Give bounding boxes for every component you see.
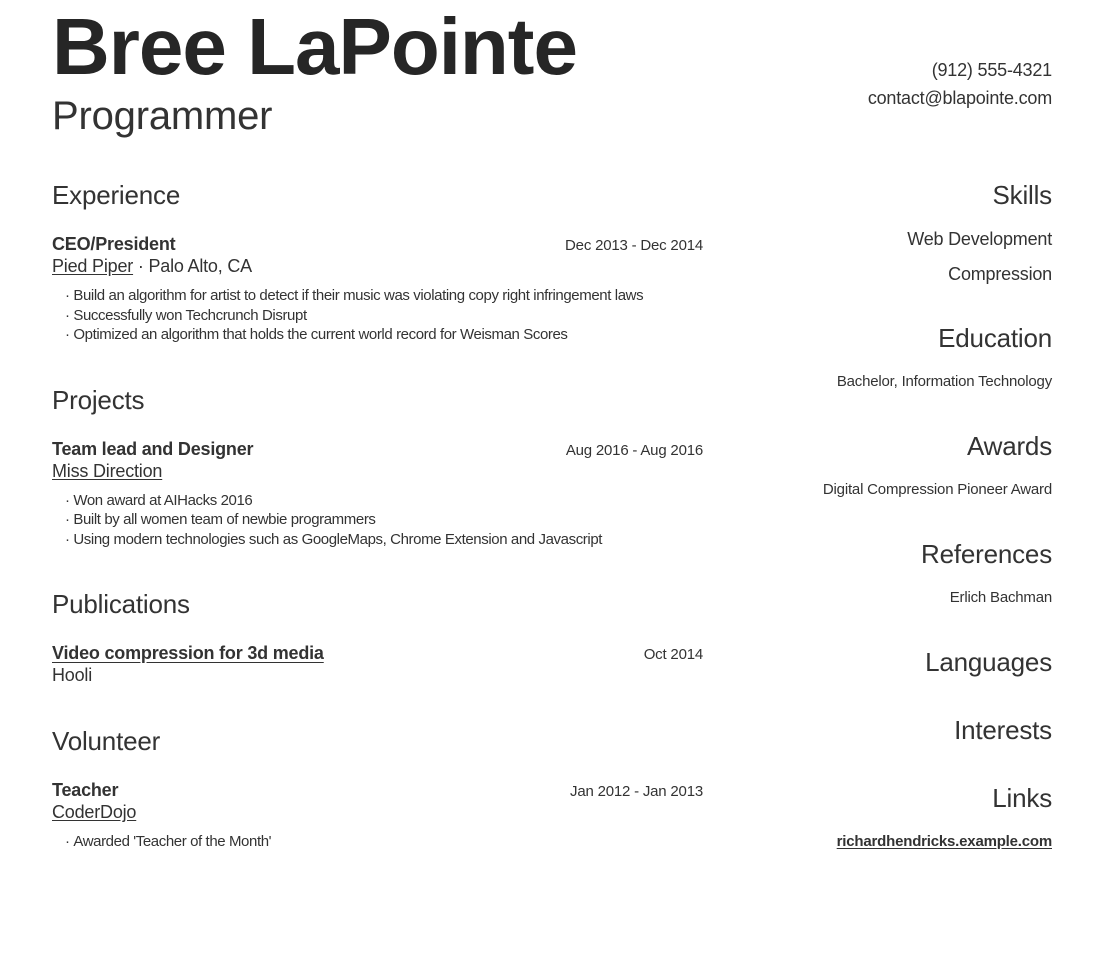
skill-item: Compression [948, 264, 1052, 284]
resume-body [52, 180, 1052, 892]
sidebar-column [752, 180, 1052, 892]
publication-title-link[interactable]: Video compression for 3d media [52, 643, 324, 663]
entry-position: CEO/President [52, 234, 176, 254]
highlight-list [52, 491, 703, 550]
highlight-item: · Optimized an algorithm that holds the current world record for Weisman Scores [65, 325, 703, 345]
sidebar-section-awards [752, 431, 1052, 501]
section-publications [52, 589, 703, 686]
education-item: Bachelor, Information Technology [836, 373, 1052, 390]
sidebar-title-links: Links [992, 783, 1052, 813]
highlight-item: · Build an algorithm for artist to detect if their music was violating copy right infringement laws [65, 286, 703, 306]
entry-position: Team lead and Designer [52, 438, 254, 459]
reference-item: Erlich Bachman [949, 589, 1052, 606]
entry-company-line [52, 256, 703, 277]
entry-head [52, 643, 703, 665]
highlight-list [52, 832, 703, 852]
entry-position: Teacher [52, 780, 119, 800]
highlight-item: · Won award at AIHacks 2016 [65, 491, 703, 511]
award-item: Digital Compression Pioneer Award [822, 481, 1052, 498]
entry-company-line [52, 461, 703, 482]
highlight-item: · Successfully won Techcrunch Disrupt [65, 306, 703, 326]
sidebar-title-interests: Interests [954, 715, 1052, 745]
person-role: Programmer [52, 94, 273, 138]
section-title-publications: Publications [52, 589, 190, 619]
contact-phone: (912) 555-4321 [931, 60, 1052, 80]
project-entry [52, 439, 703, 550]
company-link[interactable]: Pied Piper [52, 256, 134, 276]
section-volunteer [52, 726, 703, 852]
entry-head [52, 439, 703, 461]
entry-location: Palo Alto, CA [148, 256, 252, 276]
skill-item: Web Development [907, 229, 1052, 249]
experience-entry [52, 234, 703, 345]
sidebar-section-references [752, 539, 1052, 609]
highlight-item: · Awarded 'Teacher of the Month' [65, 832, 703, 852]
entry-date: Oct 2014 [643, 646, 703, 663]
sidebar-section-links [752, 783, 1052, 853]
contact-block [868, 56, 1052, 112]
location-separator: · [137, 256, 144, 276]
entry-date: Jan 2012 - Jan 2013 [570, 783, 703, 800]
section-title-projects: Projects [52, 384, 145, 415]
website-link[interactable]: richardhendricks.example.com [836, 833, 1052, 850]
section-projects [52, 385, 703, 550]
section-experience [52, 180, 703, 345]
section-title-volunteer: Volunteer [52, 726, 161, 756]
main-column [52, 180, 703, 892]
person-name: Bree LaPointe [52, 2, 577, 91]
highlight-list [52, 286, 703, 345]
company-link[interactable]: Miss Direction [52, 460, 163, 481]
entry-date: Dec 2013 - Dec 2014 [565, 237, 703, 254]
entry-head [52, 234, 703, 256]
sidebar-title-references: References [921, 539, 1052, 569]
company-link[interactable]: CoderDojo [52, 802, 137, 822]
entry-head [52, 780, 703, 802]
sidebar-section-interests [752, 715, 1052, 745]
resume-header [52, 2, 1052, 138]
sidebar-title-awards: Awards [966, 431, 1052, 461]
sidebar-section-education [752, 323, 1052, 393]
link-item [752, 831, 1052, 853]
entry-company-line [52, 802, 703, 823]
contact-email: contact@blapointe.com [867, 88, 1052, 108]
sidebar-title-languages: Languages [925, 647, 1052, 677]
entry-company-line [52, 665, 703, 686]
volunteer-entry [52, 780, 703, 852]
section-title-experience: Experience [52, 180, 181, 210]
sidebar-title-skills: Skills [992, 180, 1052, 210]
sidebar-section-languages [752, 647, 1052, 677]
entry-date: Aug 2016 - Aug 2016 [565, 441, 703, 459]
sidebar-section-skills [752, 180, 1052, 285]
highlight-item: · Using modern technologies such as GoogleMaps, Chrome Extension and Javascript [65, 530, 703, 550]
sidebar-title-education: Education [938, 323, 1052, 353]
publisher-name: Hooli [52, 665, 93, 685]
highlight-item: · Built by all women team of newbie programmers [65, 510, 703, 530]
publication-entry [52, 643, 703, 686]
